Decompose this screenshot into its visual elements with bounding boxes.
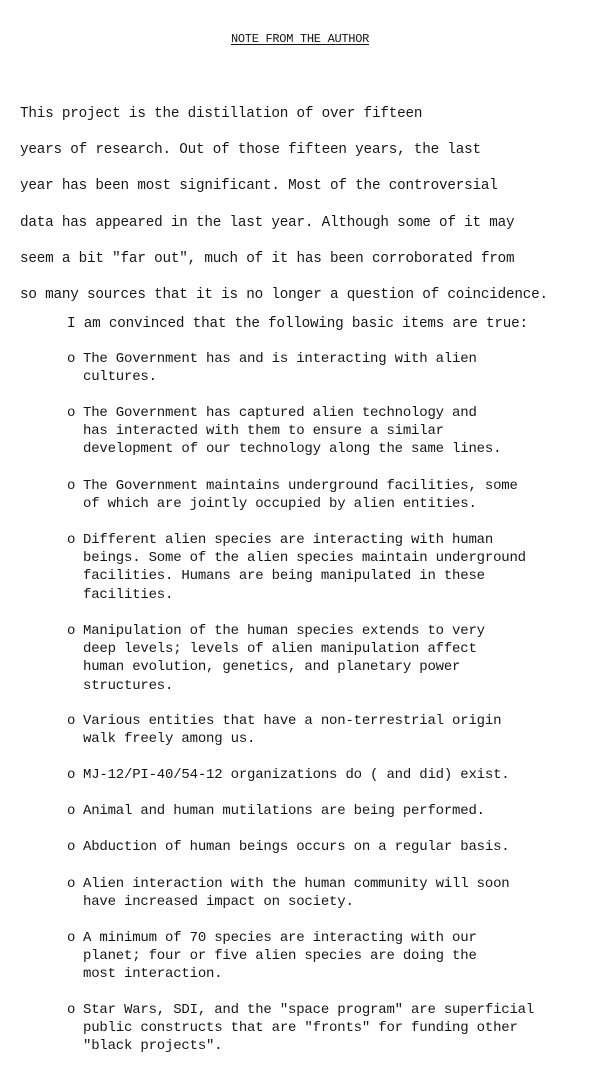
list-item-line: planet; four or five alien species are doing the (83, 948, 477, 965)
list-item (67, 875, 587, 911)
list-item-text (83, 622, 587, 695)
bullet-marker: o (67, 351, 76, 367)
bullet-marker: o (67, 713, 76, 729)
bullet-marker: o (67, 839, 76, 855)
bullet-marker: o (67, 532, 76, 548)
list-item-line: Abduction of human beings occurs on a regular basis. (83, 839, 510, 855)
list-item-line: of which are jointly occupied by alien entities. (83, 496, 477, 513)
list-item (67, 712, 587, 748)
list-item-line: Animal and human mutilations are being performed. (83, 803, 485, 819)
bullet-marker: o (67, 876, 76, 892)
list-item (67, 1001, 587, 1056)
list-item-line: Manipulation of the human species extends to very (83, 623, 485, 639)
list-item (67, 404, 587, 459)
list-item-text (83, 838, 587, 856)
list-item (67, 929, 587, 984)
list-item-line: The Government has and is interacting with alien (83, 351, 477, 367)
list-item (67, 802, 587, 820)
list-item-line: Star Wars, SDI, and the "space program" are superficial (83, 1002, 535, 1018)
bullet-marker: o (67, 623, 76, 639)
list-item-text (83, 712, 587, 748)
list-item (67, 477, 587, 513)
list-item-line: most interaction. (83, 966, 223, 983)
list-item-line: facilities. (83, 586, 174, 603)
list-item (67, 838, 587, 856)
list-item-line: cultures. (83, 369, 157, 386)
list-item (67, 531, 587, 604)
intro-line: years of research. Out of those fifteen years, the last (20, 142, 481, 159)
list-item-line: "black projects". (83, 1038, 223, 1055)
list-item-text (83, 875, 587, 911)
list-item-text (83, 802, 587, 820)
bullet-marker: o (67, 767, 76, 783)
list-item-text (83, 404, 587, 459)
list-item-line: have increased impact on society. (83, 894, 354, 911)
list-item-line: beings. Some of the alien species maintain underground (83, 550, 526, 567)
list-item-line: The Government maintains underground facilities, some (83, 478, 518, 494)
list-item-line: structures. (83, 677, 174, 694)
intro-line: data has appeared in the last year. Although some of it may (20, 214, 515, 231)
list-item (67, 350, 587, 386)
bullet-marker: o (67, 930, 76, 946)
list-item-line: MJ-12/PI-40/54-12 organizations do ( and did) exist. (83, 767, 510, 783)
list-item (67, 766, 587, 784)
list-item-line: has interacted with them to ensure a similar (83, 423, 444, 440)
list-item-text (83, 531, 587, 604)
intro-paragraph (20, 96, 590, 313)
intro-line: so many sources that it is no longer a question of coincidence. (20, 286, 548, 303)
list-item (67, 622, 587, 695)
list-item-text (83, 766, 587, 784)
intro-line: year has been most significant. Most of the controversial (20, 178, 498, 195)
bullet-marker: o (67, 478, 76, 494)
bullet-marker: o (67, 1002, 76, 1018)
list-item-line: The Government has captured alien technology and (83, 405, 477, 421)
list-item-text (83, 1001, 587, 1056)
lead-sentence: I am convinced that the following basic items are true: (67, 316, 528, 332)
list-item-text (83, 477, 587, 513)
list-item-line: Various entities that have a non-terrestrial origin (83, 713, 502, 729)
list-item-line: deep levels; levels of alien manipulation affect (83, 641, 477, 658)
list-item-text (83, 929, 587, 984)
list-item-line: A minimum of 70 species are interacting with our (83, 930, 477, 946)
list-item-line: development of our technology along the same lines. (83, 441, 502, 458)
list-item-line: human evolution, genetics, and planetary power (83, 659, 461, 676)
document-title: NOTE FROM THE AUTHOR (230, 32, 370, 46)
list-item-line: facilities. Humans are being manipulated in these (83, 568, 485, 585)
list-item-line: Alien interaction with the human community will soon (83, 876, 510, 892)
list-item-line: walk freely among us. (83, 731, 256, 748)
bullet-marker: o (67, 405, 76, 421)
intro-line: seem a bit "far out", much of it has been corroborated from (20, 250, 515, 267)
bullet-marker: o (67, 803, 76, 819)
list-item-line: public constructs that are "fronts" for funding other (83, 1020, 518, 1037)
list-item-line: Different alien species are interacting with human (83, 532, 494, 548)
intro-line: This project is the distillation of over fifteen (20, 106, 423, 122)
list-item-text (83, 350, 587, 386)
